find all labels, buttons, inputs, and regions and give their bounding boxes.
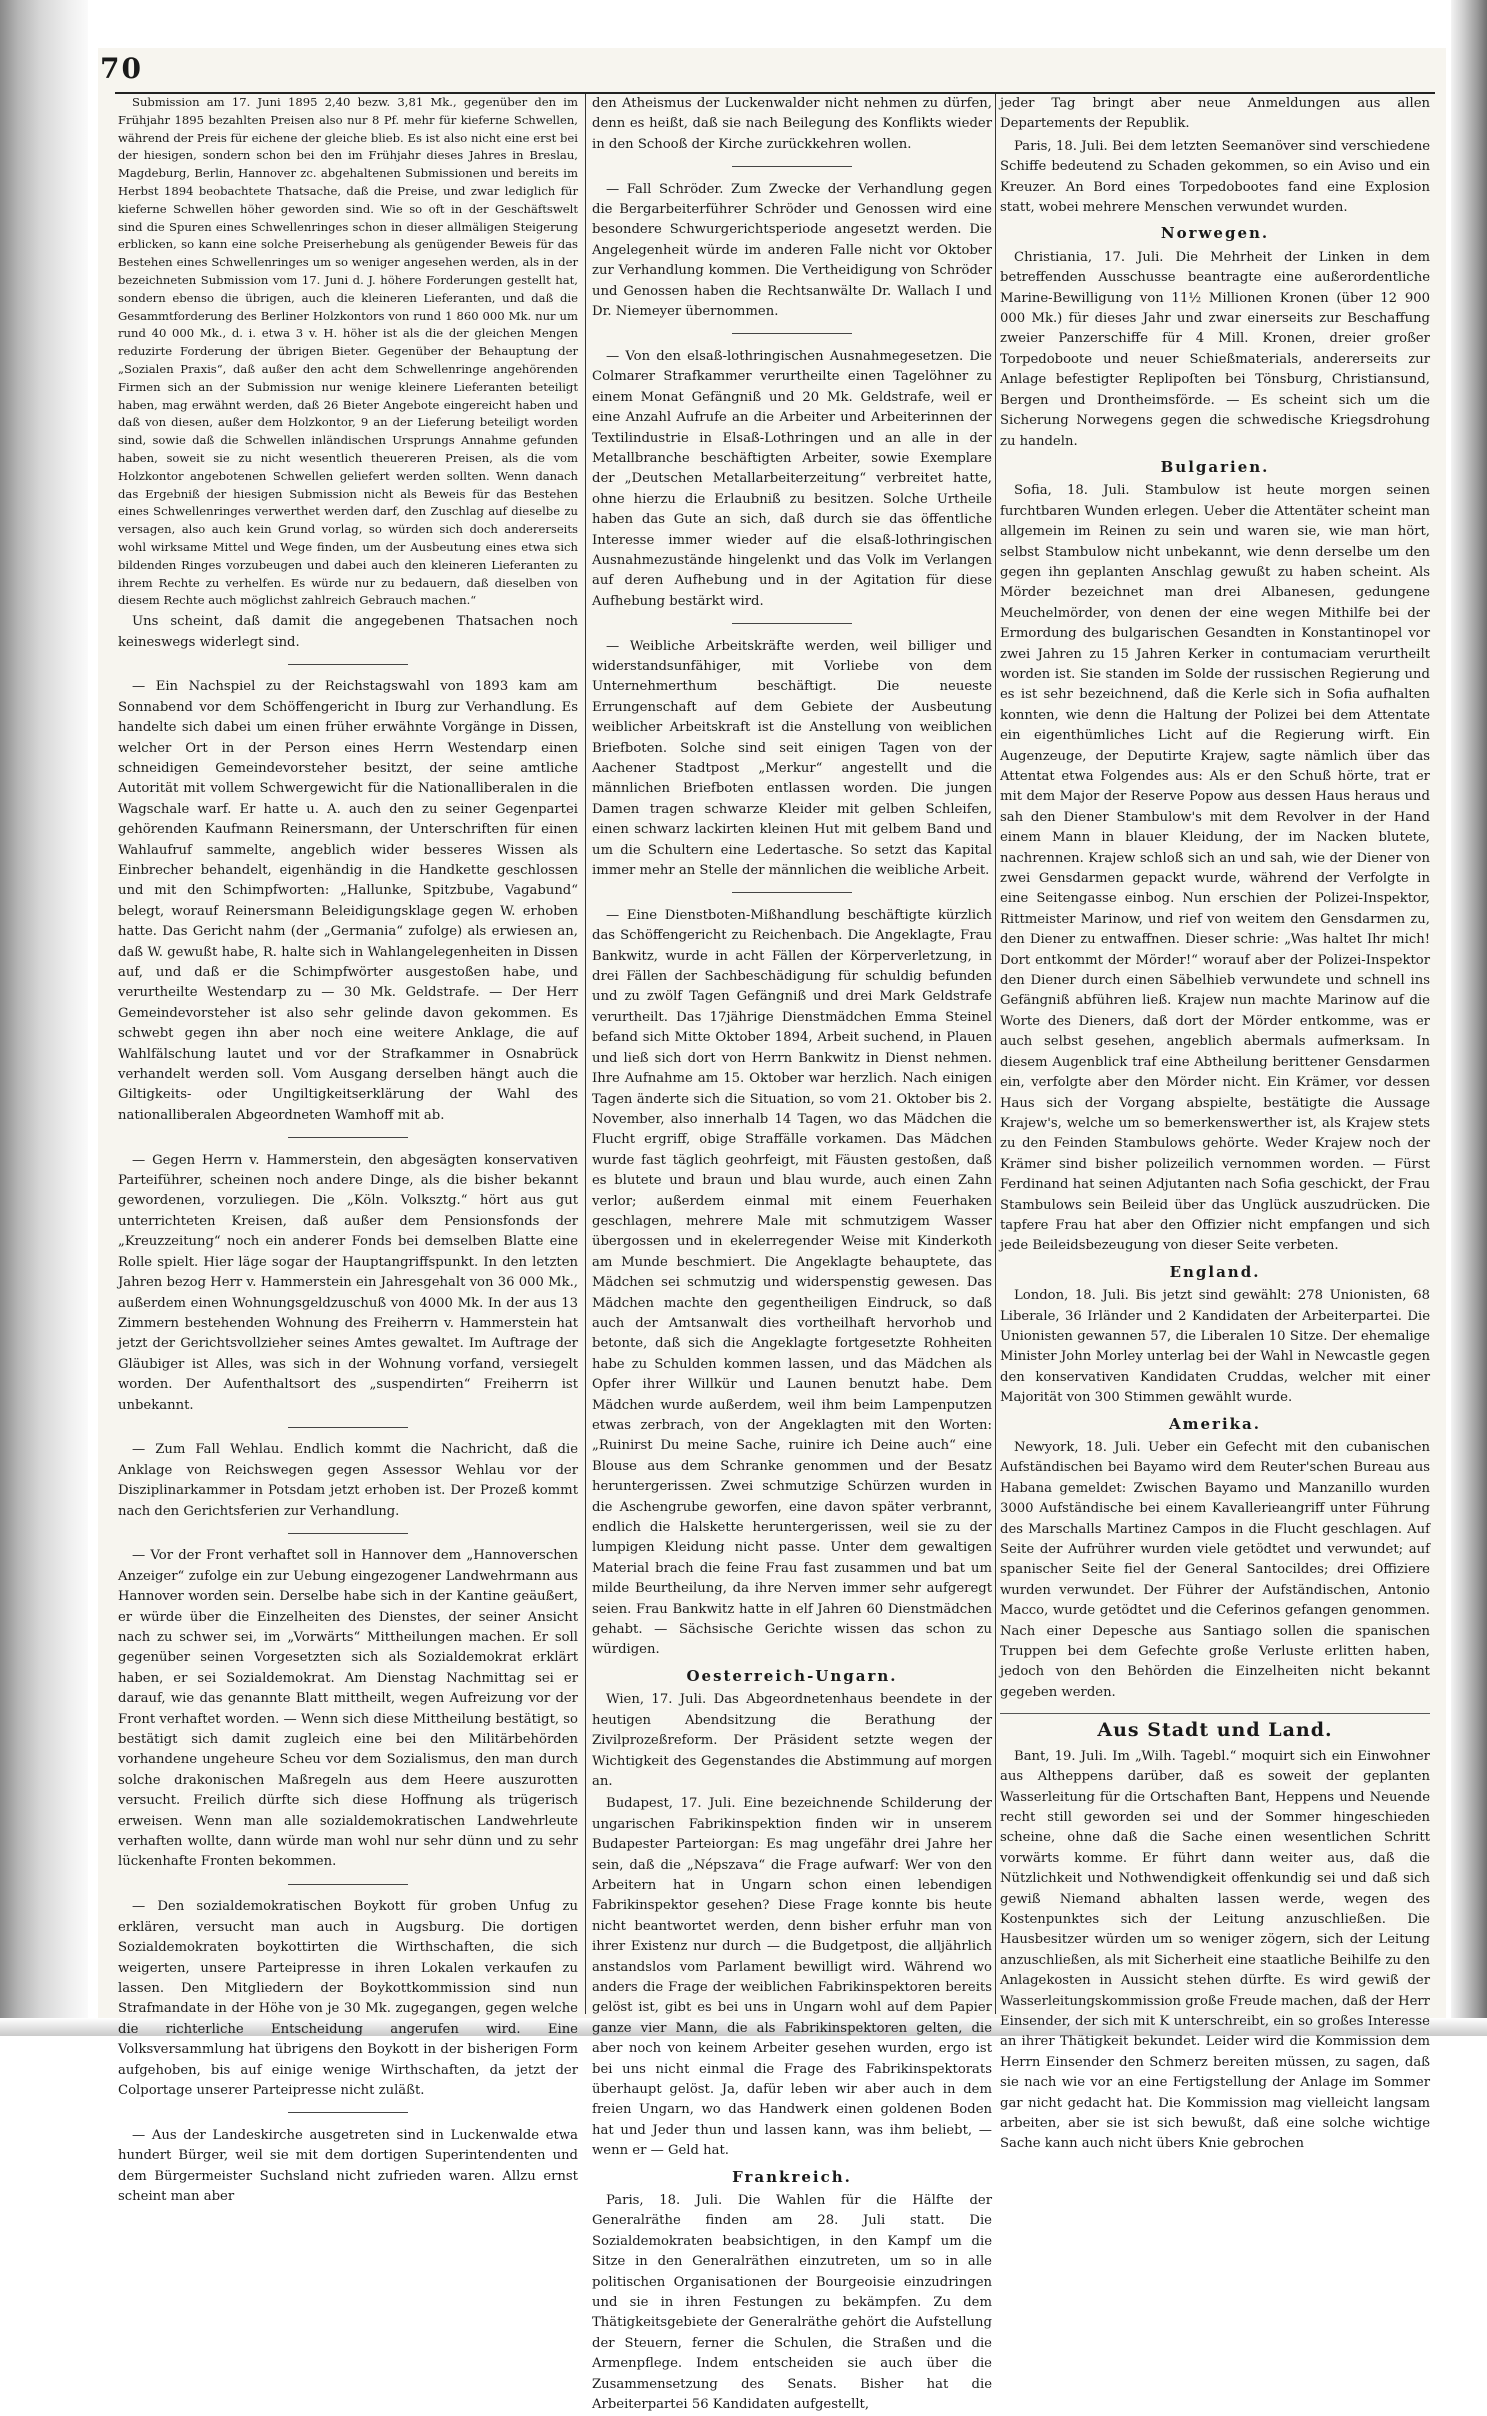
article-paragraph: — Zum Fall Wehlau. Endlich kommt die Nachricht, daß die Anklage von Reichswegen gegen Assessor Wehlau vor der Disziplinarkammer in Potsdam jetzt erhoben ist. Der Prozeß kommt nach den Gerichtsferien zur Verhandlung. (118, 1442, 578, 1519)
binding-shadow-right (1451, 0, 1487, 2036)
section-heading: Aus Stadt und Land. (1000, 1713, 1430, 1740)
article-paragraph: London, 18. Juli. Bis jetzt sind gewählt: 278 Unionisten, 68 Liberale, 36 Irländer und 2 Kandidaten der Arbeiterpartei. Die Unionisten gewannen 57, die Liberalen 10 Sitze. Der ehemalige Minister John Morley unterlag bei der Wahl in Newcastle gegen den konservativen Kandidaten Cruddas, welcher mit einer Majorität von 300 Stimmen gewählt wurde. (1000, 1288, 1430, 1406)
article-paragraph: Newyork, 18. Juli. Ueber ein Gefecht mit den cubanischen Aufständischen bei Bayamo wird dem Reuter'schen Bureau aus Habana gemeldet: Zwischen Bayamo und Manzanillo wurden 3000 Aufständische bei einem Kavallerieangriff unter Führung des Marschalls Martinez Campos in die Flucht geschlagen. Auf Seite der Aufrührer wurden viele getödtet und verwundet; auf spanischer Seite fiel der General Santocildes; drei Offiziere wurden verwundet. Der Führer der Aufständischen, Antonio Macco, wurde getödtet und die Ceferinos gefangen genommen. Nach einer Depesche aus Santiago sollen die spanischen Truppen bei dem Gefechte große Verluste erlitten haben, jedoch von den Behörden die Einzelheiten nicht bekannt gegeben werden. (1000, 1440, 1430, 1700)
separator-line (732, 892, 852, 893)
section-heading: England. (1169, 1262, 1261, 1281)
article-separator (118, 1875, 578, 1895)
article-separator (118, 655, 578, 675)
separator-line (288, 664, 408, 665)
separator-line (288, 1533, 408, 1534)
article-paragraph: den Atheismus der Luckenwalder nicht nehmen zu dürfen, denn es heißt, daß sie nach Beilegung des Konflikts wieder in den Schooß der Kirche zurückkehren wollen. (592, 96, 992, 152)
article-paragraph: Paris, 18. Juli. Die Wahlen für die Hälfte der Generalräthe finden am 28. Juli statt. Die Sozialdemokraten beabsichtigen, in den Kampf um die Sitze in den Generalräthen einzutreten, um so in alle politischen Organisationen der Bourgeoisie einzudringen und sie in ihren Festungen zu bekämpfen. Zu dem Thätigkeitsgebiete der Generalräthe gehört die Aufstellung der Steuern, ferner die Schulen, die Straßen und die Armenpflege. Indem entscheiden sie auch über die Zusammensetzung des Senats. Bisher hat die Arbeiterpartei 56 Kandidaten aufgestellt, (592, 2193, 992, 2413)
article-paragraph: Wien, 17. Juli. Das Abgeordnetenhaus beendete in der heutigen Abendsitzung die Berathung der Zivilprozeßreform. Der Präsident setzte wegen der Wichtigkeit des Gegenstandes die Abstimmung auf morgen an. (592, 1692, 992, 1789)
column-middle (592, 94, 992, 2413)
section-heading: Oesterreich-Ungarn. (686, 1666, 898, 1685)
article-paragraph: jeder Tag bringt aber neue Anmeldungen aus allen Departements der Republik. (1000, 96, 1430, 132)
page-number: 70 (100, 52, 143, 85)
article-paragraph: — Gegen Herrn v. Hammerstein, den abgesägten konservativen Parteiführer, scheinen noch andere Dinge, als die bisher bekannt gewordenen, vorzuliegen. Die „Köln. Volksztg.“ hört aus gut unterrichteten Kreisen, daß außer dem Pensionsfonds der „Kreuzzeitung“ noch ein anderer Fonds bei demselben Blatte eine Rolle spielt. Hier läge sogar der Hauptangriffspunkt. In den letzten Jahren bezog Herr v. Hammerstein ein Jahresgehalt von 36 000 Mk., außerdem einen Wohnungsgeldzuschuß von 4000 Mk. In der aus 13 Zimmern bestehenden Wohnung des Freiherrn v. Hammerstein hat jetzt der Gerichtsvollzieher seines Amtes gewaltet. Im Auftrage der Gläubiger ist Alles, was sich in der Wohnung vorfand, versiegelt worden. Der Aufenthaltsort des „suspendirten“ Freiherrn ist unbekannt. (118, 1152, 578, 1413)
separator-line (288, 1884, 408, 1885)
article-paragraph: Bant, 19. Juli. Im „Wilh. Tagebl.“ moquirt sich ein Einwohner aus Altheppens darüber, daß es soweit der geplanten Wasserleitung für die Ortschaften Bant, Heppens und Neuende recht still geworden sei und der Sommer hingeschieden scheine, ohne daß die Sache einen wesentlichen Schritt vorwärts komme. Er führt dann weiter aus, daß die Nützlichkeit und Nothwendigkeit offenkundig sei und daß sich gewiß Niemand abhalten lassen werde, wegen des Kostenpunktes sich der Leitung anzuschließen. Die Hausbesitzer würden um so weniger zögern, sich der Leitung anzuschließen, als mit Sicherheit eine staatliche Beihilfe zu den Anlagekosten in Aussicht stehen dürfte. Es wird gewiß der Wasserleitungskommission große Freude machen, daß der Herr Einsender, der sich mit K unterschreibt, ein so großes Interesse an ihrer Thätigkeit bekundet. Leider wird die Kommission dem Herrn Einsender den Schmerz bereiten müssen, zu sagen, daß sie nach wie vor an eine Fertigstellung der Anlage im Sommer gar nicht gedacht hat. Die Kommission mag vielleicht langsam arbeiten, aber sie ist sich bewußt, daß eine solche wichtige Sache kann auch nicht übers Knie gebrochen (1000, 1748, 1430, 2152)
article-paragraph: — Den sozialdemokratischen Boykott für groben Unfug zu erklären, versucht man auch in Augsburg. Die dortigen Sozialdemokraten boykottirten die Wirthschaften, die sich weigerten, unsere Parteipresse in ihren Lokalen verkaufen zu lassen. Den Mitgliedern der Boykottkommission sind nun Strafmandate in der Höhe von je 30 Mk. zugegangen, gegen welche die richterliche Entscheidung angerufen wird. Eine Volksversammlung hat übrigens den Boykott in der bisherigen Form aufgehoben, bis auf einige wenige Wirthschaften, da jetzt der Colportage unserer Parteipresse nicht zuläßt. (118, 1899, 578, 2098)
article-separator (592, 157, 992, 177)
section-heading: Bulgarien. (1160, 457, 1270, 476)
section-heading: Amerika. (1169, 1414, 1261, 1433)
separator-line (288, 1137, 408, 1138)
column-right (1000, 94, 1430, 2152)
article-separator (118, 1418, 578, 1438)
article-paragraph: — Vor der Front verhaftet soll in Hannover dem „Hannoverschen Anzeiger“ zufolge ein zur Uebung eingezogener Landwehrmann aus Hannover worden sein. Derselbe habe sich in der Kantine geäußert, er würde über die Einzelheiten des Dienstes, der seiner Ansicht nach zu schwer sei, im „Vorwärts“ Mittheilungen machen. Er soll gegenüber seinen Vorgesetzten sich als Sozialdemokrat erklärt haben, er sei Sozialdemokrat. Am Dienstag Nachmittag sei er darauf, wie das genannte Blatt mittheilt, wegen Aufreizung vor der Front verhaftet worden. — Wenn sich diese Mittheilung bestätigt, so bestätigt sich damit zugleich eine bei den Militärbehörden vorhandene ungeheure Scheu vor dem Sozialismus, den man durch solche drakonischen Maßregeln aus dem Heere auszurotten versucht. Freilich dürfte sich diese Hoffnung als trügerisch erweisen. Wenn man alle sozialdemokratischen Landwehrleute verhaften wollte, dann würde man wohl nur sehr dünn und zu sehr lückenhafte Fronten bekommen. (118, 1548, 578, 1870)
article-paragraph: — Aus der Landeskirche ausgetreten sind in Luckenwalde etwa hundert Bürger, weil sie mit dem dortigen Superintendenten und dem Bürgermeister Suchsland nicht zufrieden waren. Allzu ernst scheint man aber (118, 2127, 578, 2204)
section-heading: Norwegen. (1160, 224, 1270, 243)
article-paragraph: — Eine Dienstboten-Mißhandlung beschäftigte kürzlich das Schöffengericht zu Reichenbach. Die Angeklagte, Frau Bankwitz, wurde in acht Fällen der Körperverletzung, in drei Fällen der Sachbeschädigung für schuldig befunden und zu zwölf Tagen Gefängniß und drei Mark Geldstrafe verurtheilt. Das 17jährige Dienstmädchen Emma Steinel befand sich Mitte Oktober 1894, Arbeit suchend, in Plauen und ließ sich dort von Herrn Bankwitz in Dienst nehmen. Ihre Aufnahme am 15. Oktober war herzlich. Nach einigen Tagen änderte sich die Situation, so vom 21. Oktober bis 2. November, also innerhalb 14 Tagen, wo das Mädchen die Flucht ergriff, obige Straffälle vorkamen. Das Mädchen wurde fast täglich geohrfeigt, mit Fäusten gestoßen, daß es blutete und braun und blau wurde, auch einen Zahn verlor; außerdem einmal mit einem Feuerhaken geschlagen, mehrere Male mit schmutzigem Wasser übergossen und in ekelerregender Weise mit Kinderkoth am Munde beschmiert. Die Angeklagte behauptete, das Mädchen sei schmutzig und widerspenstig gewesen. Das Mädchen machte den gegentheiligen Eindruck, so daß auch der Amtsanwalt dies vortheilhaft hervorhob und betonte, daß sich die Angeklagte fortgesetzte Rohheiten habe zu Schulden kommen lassen, und das Mädchen als Opfer ihrer Willkür und Launen benutzt habe. Dem Mädchen wurde außerdem, weil ihm beim Lampenputzen etwas zerbrach, von der Angeklagten mit den Worten: „Ruinirst Du meine Sache, ruinire ich Deine auch“ eine Blouse aus dem Schranke genommen und der Besatz heruntergerissen. Zwei schmutzige Schürzen wurden in die Aschengrube geworfen, eine davon später verbrannt, endlich die Halskette heruntergerissen, weil sie zu der lumpigen Kleidung nicht passe. Unter dem gewaltigen Material brach die feine Frau fast zusammen und bat um milde Beurtheilung, da ihre Nerven immer sehr aufgeregt seien. Frau Bankwitz hatte in elf Jahren 60 Dienstmädchen gehabt. — Sächsische Gerichte wissen das schon zu würdigen. (592, 907, 992, 1658)
article-separator (592, 614, 992, 634)
separator-line (732, 623, 852, 624)
article-separator (592, 883, 992, 903)
column-rule-1 (585, 94, 586, 2014)
article-separator (592, 324, 992, 344)
article-separator (118, 1128, 578, 1148)
article-separator (118, 1524, 578, 1544)
article-separator (118, 2103, 578, 2123)
article-paragraph: Sofia, 18. Juli. Stambulow ist heute morgen seinen furchtbaren Wunden erlegen. Ueber die Attentäter scheint man allgemein im Reinen zu sein und waren sie, wie man hört, selbst Stambulow nicht unbekannt, wie denn derselbe um den gegen ihn geplanten Anschlag gewußt zu haben scheint. Als Mörder bezeichnet man drei Albanesen, gedungene Meuchelmörder, von denen der eine wegen Mithilfe bei der Ermordung des bulgarischen Gesandten in Konstantinopel vor zwei Jahren zu 15 Jahren Kerker in contumaciam verurtheilt worden ist. Sie standen im Solde der russischen Regierung und es ist sehr bezeichnend, daß die Kerle sich in Sofia aufhalten konnten, wie denn die Haltung der Polizei bei dem Attentate ein eigenthümliches Licht auf die Regierung wirft. Ein Augenzeuge, der Deputirte Krajew, sagte nämlich über das Attentat etwa Folgendes aus: Als er den Schuß hörte, trat er mit dem Major der Reserve Popow aus dessen Haus heraus und sah den Diener Stambulow's mit dem Revolver in der Hand einem Mann in blauer Kleidung, der im Nacken blutete, nachrennen. Krajew schloß sich an und sah, wie der Diener von zwei Gensdarmen gepackt wurde, während der Verfolgte in eine Seitengasse einbog. Nun erschien der Polizei-Inspektor, Rittmeister Marinow, und rief von weitem den Gensdarmen zu, den Diener zu entwaffnen. Dieser schrie: „Was haltet Ihr mich! Dort entkommt der Mörder!“ worauf aber der Polizei-Inspektor den Diener durch einen Säbelhieb verwundete und schnell ins Gefängniß abführen ließ. Krajew nun machte Marinow auf die Worte des Dieners, daß dort der Mörder entkomme, was er auch selbst gesehen, angeblich abermals aufmerksam. In diesem Augenblick traf eine Abtheilung berittener Gensdarmen ein, verfolgte aber den Mörder nicht. Ein Krämer, vor dessen Haus sich der Vorgang abspielte, bestätigte die Aussage Krajew's, welche um so bemerkenswerther ist, als Krajew stets zu den Feinden Stambulows gehörte. Weder Krajew noch der Krämer sind bisher polizeilich vernommen worden. — Fürst Ferdinand hat seinen Adjutanten nach Sofia geschickt, der Frau Stambulows sein Beileid über das Unglück auszudrücken. Die tapfere Frau hat aber den Offizier nicht empfangen und sich jede Beileidsbezeugung von dieser Seite verbeten. (1000, 483, 1430, 1254)
binding-shadow-left (0, 0, 88, 2036)
separator-line (732, 333, 852, 334)
section-heading: Frankreich. (732, 2167, 852, 2186)
article-paragraph: Submission am 17. Juni 1895 2,40 bezw. 3,81 Mk., gegenüber den im Frühjahr 1895 bezahlten Preisen also nur 8 Pf. mehr für kieferne Schwellen, während der Preis für eichene der gleiche blieb. Es ist also nicht eine erst bei der hiesigen, sondern schon bei den im Frühjahr dieses Jahres in Breslau, Magdeburg, Berlin, Hannover zc. abgehaltenen Submissionen und bereits im Herbst 1894 beobachtete Thatsache, daß die Preise, und zwar lediglich für kieferne Schwellen höher geworden sind. Wie so oft in der Geschäftswelt sind die Spuren eines Schwellenringes schon in dieser allmäligen Steigerung erblicken, so kann eine solche Preiserhebung als genügender Beweis für das Bestehen eines Schwellenringes um so weniger angesehen werden, als in der bezeichneten Submission vom 17. Juni d. J. höhere Forderungen gestellt hat, sondern ebenso die übrigen, auch die kleineren Lieferanten, und daß die Gesammtforderung des Berliner Holzkontors von rund 1 860 000 Mk. nur um rund 40 000 Mk., d. i. etwa 3 v. H. höher ist als die der gleichen Mengen reduzirte Forderung der übrigen Bieter. Gegenüber der Behauptung der „Sozialen Praxis“, daß außer den acht dem Schwellenringe angehörenden Firmen sich an der Submission nur wenige kleinere Lieferanten beteiligt haben, mag erwähnt werden, daß 26 Bieter Angebote eingereicht haben und daß von diesen, außer dem Holzkontor, 9 an der Lieferung beteiligt worden sind, sowie daß die Schwellen inländischen Ursprungs Annahme gefunden haben, soweit sie zu nicht wesentlich theuereren Preisen, als die vom Holzkontor angebotenen Schwellen geliefert werden sollten. Wenn danach das Ergebniß der hiesigen Submission nicht als Beweis für das Bestehen eines Schwellenringes verwerthet werden darf, den Zuschlag auf dieselbe zu versagen, also auch kein Grund vorlag, so würden sich doch andererseits wohl wirksame Mittel und Wege finden, um der Ausbeutung eines etwa sich bildenden Ringes vorzubeugen und dabei auch den kleineren Lieferanten zu ihrem Rechte zu verhelfen. Es würde nur zu bedauern, daß dieselben von diesem Rechte auch möglichst zahlreich Gebrauch machen.“ (118, 95, 578, 608)
separator-line (732, 166, 852, 167)
separator-line (288, 1427, 408, 1428)
article-paragraph: Christiania, 17. Juli. Die Mehrheit der Linken in dem betreffenden Ausschusse beantragte eine außerordentliche Marine-Bewilligung von 11½ Millionen Kronen (über 12 900 000 Mk.) für dieses Jahr und zwar einerseits zur Beschaffung zweier Panzerschiffe für 4 Mill. Kronen, dreier großer Torpedoboote und neuer Schießmaterials, andererseits zur Anlage befestigter Replipoſten bei Tönsburg, Christiansund, Bergen und Drontheimsförde. — Es scheint sich um die Sicherung Norwegens gegen die schwedische Kriegsdrohung zu handeln. (1000, 249, 1430, 449)
article-paragraph: Uns scheint, daß damit die angegebenen Thatsachen noch keineswegs widerlegt sind. (118, 614, 578, 650)
article-paragraph: Paris, 18. Juli. Bei dem letzten Seemanöver sind verschiedene Schiffe bedeutend zu Schaden gekommen, so ein Aviso und ein Kreuzer. An Bord eines Torpedobootes fand eine Explosion statt, wobei mehrere Menschen verwundet wurden. (1000, 138, 1430, 216)
article-paragraph: — Von den elsaß-lothringischen Ausnahmegesetzen. Die Colmarer Strafkammer verurtheilte einen Tagelöhner zu einem Monat Gefängniß und 20 Mk. Geldstrafe, weil er eine Anzahl Aufrufe an die Arbeiter und Arbeiterinnen der Textilindustrie in Elsaß-Lothringen und an alle in der Metallbranche beschäftigten Arbeiter, sowie Exemplare der „Deutschen Metallarbeiterzeitung“ verbreitet hatte, ohne hierzu die Erlaubniß zu besitzen. Solche Urtheile haben das Gute an sich, daß durch sie das öffentliche Interesse immer wieder auf die elsaß-lothringischen Ausnahmezustände hingelenkt und das Volk im Verlangen auf deren Aufhebung und in der Agitation für diese Aufhebung bestärkt wird. (592, 348, 992, 609)
separator-line (288, 2112, 408, 2113)
article-paragraph: Budapest, 17. Juli. Eine bezeichnende Schilderung der ungarischen Fabrikinspektion finden wir in unserem Budapester Parteiorgan: Es mag ungefähr drei Jahre her sein, daß die „Népszava“ die Frage aufwarf: Wer von den Arbeitern hat in Ungarn schon einen lebendigen Fabrikinspektor gesehen? Diese Frage konnte bis heute nicht beantwortet werden, denn bisher erfuhr man von ihrer Existenz nur durch — die Budgetpost, die alljährlich anstandslos vom Parlament bewilligt wird. Während wo anders die Frage der weiblichen Fabrikinspektoren bereits gelöst ist, gibt es bei uns in Ungarn wohl auf dem Papier ganze vier Mann, die als Fabrikinspektoren gelten, die aber noch von keinem Arbeiter gesehen wurden, ergo ist bei uns nicht einmal die Frage des Fabrikinspektorats überhaupt gelöst. Ja, dafür leben wir aber auch in dem freien Ungarn, wo das Handwerk einen goldenen Boden hat und Jeder thun und lassen kann, was ihm beliebt, — wenn er — Geld hat. (592, 1796, 992, 2159)
column-rule-2 (995, 94, 996, 2014)
article-paragraph: — Weibliche Arbeitskräfte werden, weil billiger und widerstandsunfähiger, mit Vorliebe von dem Unternehmerthum beschäftigt. Die neueste Errungenschaft auf dem Gebiete der Ausbeutung weiblicher Arbeitskraft ist die Anstellung von weiblichen Briefboten. Solche sind seit einigen Tagen von der Aachener Stadtpost „Merkur“ angestellt und die männlichen Briefboten entlassen worden. Die jungen Damen tragen schwarze Kleider mit gelben Schleifen, einen schwarz lackirten kleinen Hut mit gelbem Band und um die Schultern eine Ledertasche. So setzt das Kapital immer mehr an Stelle der männlichen die weibliche Arbeit. (592, 638, 992, 879)
column-left (118, 94, 578, 2204)
article-paragraph: — Ein Nachspiel zu der Reichstagswahl von 1893 kam am Sonnabend vor dem Schöffengericht in Iburg zur Verhandlung. Es handelte sich dabei um einen früher erwähnte Vorgänge in Dissen, welcher Ort in der Person eines Herrn Westendarp einen schneidigen Gemeindevorsteher besitzt, der seine amtliche Autorität mit vollem Schwergewicht für die Nationalliberalen in die Wagschale warf. Er hatte u. A. auch den zu seiner Gegenpartei gehörenden Kaufmann Reinersmann, der Unterschriften für einen Wahlaufruf sammelte, angeblich wider besseres Wissen als Einbrecher behandelt, eigenhändig in die Handkette geschlossen und mit den Schimpfworten: „Hallunke, Spitzbube, Vagabund“ belegt, worauf Reinersmann Beleidigungsklage gegen W. erhoben hatte. Das Gericht nahm (der „Germania“ zufolge) als erwiesen an, daß W. gewußt habe, R. halte sich in Wahlangelegenheiten in Dissen auf, und daß er die Schimpfwörter ausgestoßen habe, und verurtheilte Westendarp zu — 30 Mk. Geldstrafe. — Der Herr Gemeindevorsteher ist also sehr gelinde davon gekommen. Es schwebt gegen ihn aber noch eine weitere Anklage, die auf Wahlfälschung lautet und vor der Strafkammer in Osnabrück verhandelt werden soll. Vom Ausgang derselben hängt auch die Giltigkeits- oder Ungiltigkeitserklärung der Wahl des nationalliberalen Abgeordneten Wamhoff mit ab. (118, 679, 578, 1123)
article-paragraph: — Fall Schröder. Zum Zwecke der Verhandlung gegen die Bergarbeiterführer Schröder und Genossen wird eine besondere Schwurgerichtsperiode angesetzt werden. Die Angelegenheit würde im anderen Falle nicht vor Oktober zur Verhandlung kommen. Die Vertheidigung von Schröder und Genossen haben die Rechtsanwälte Dr. Wallach I und Dr. Niemeyer übernommen. (592, 181, 992, 320)
